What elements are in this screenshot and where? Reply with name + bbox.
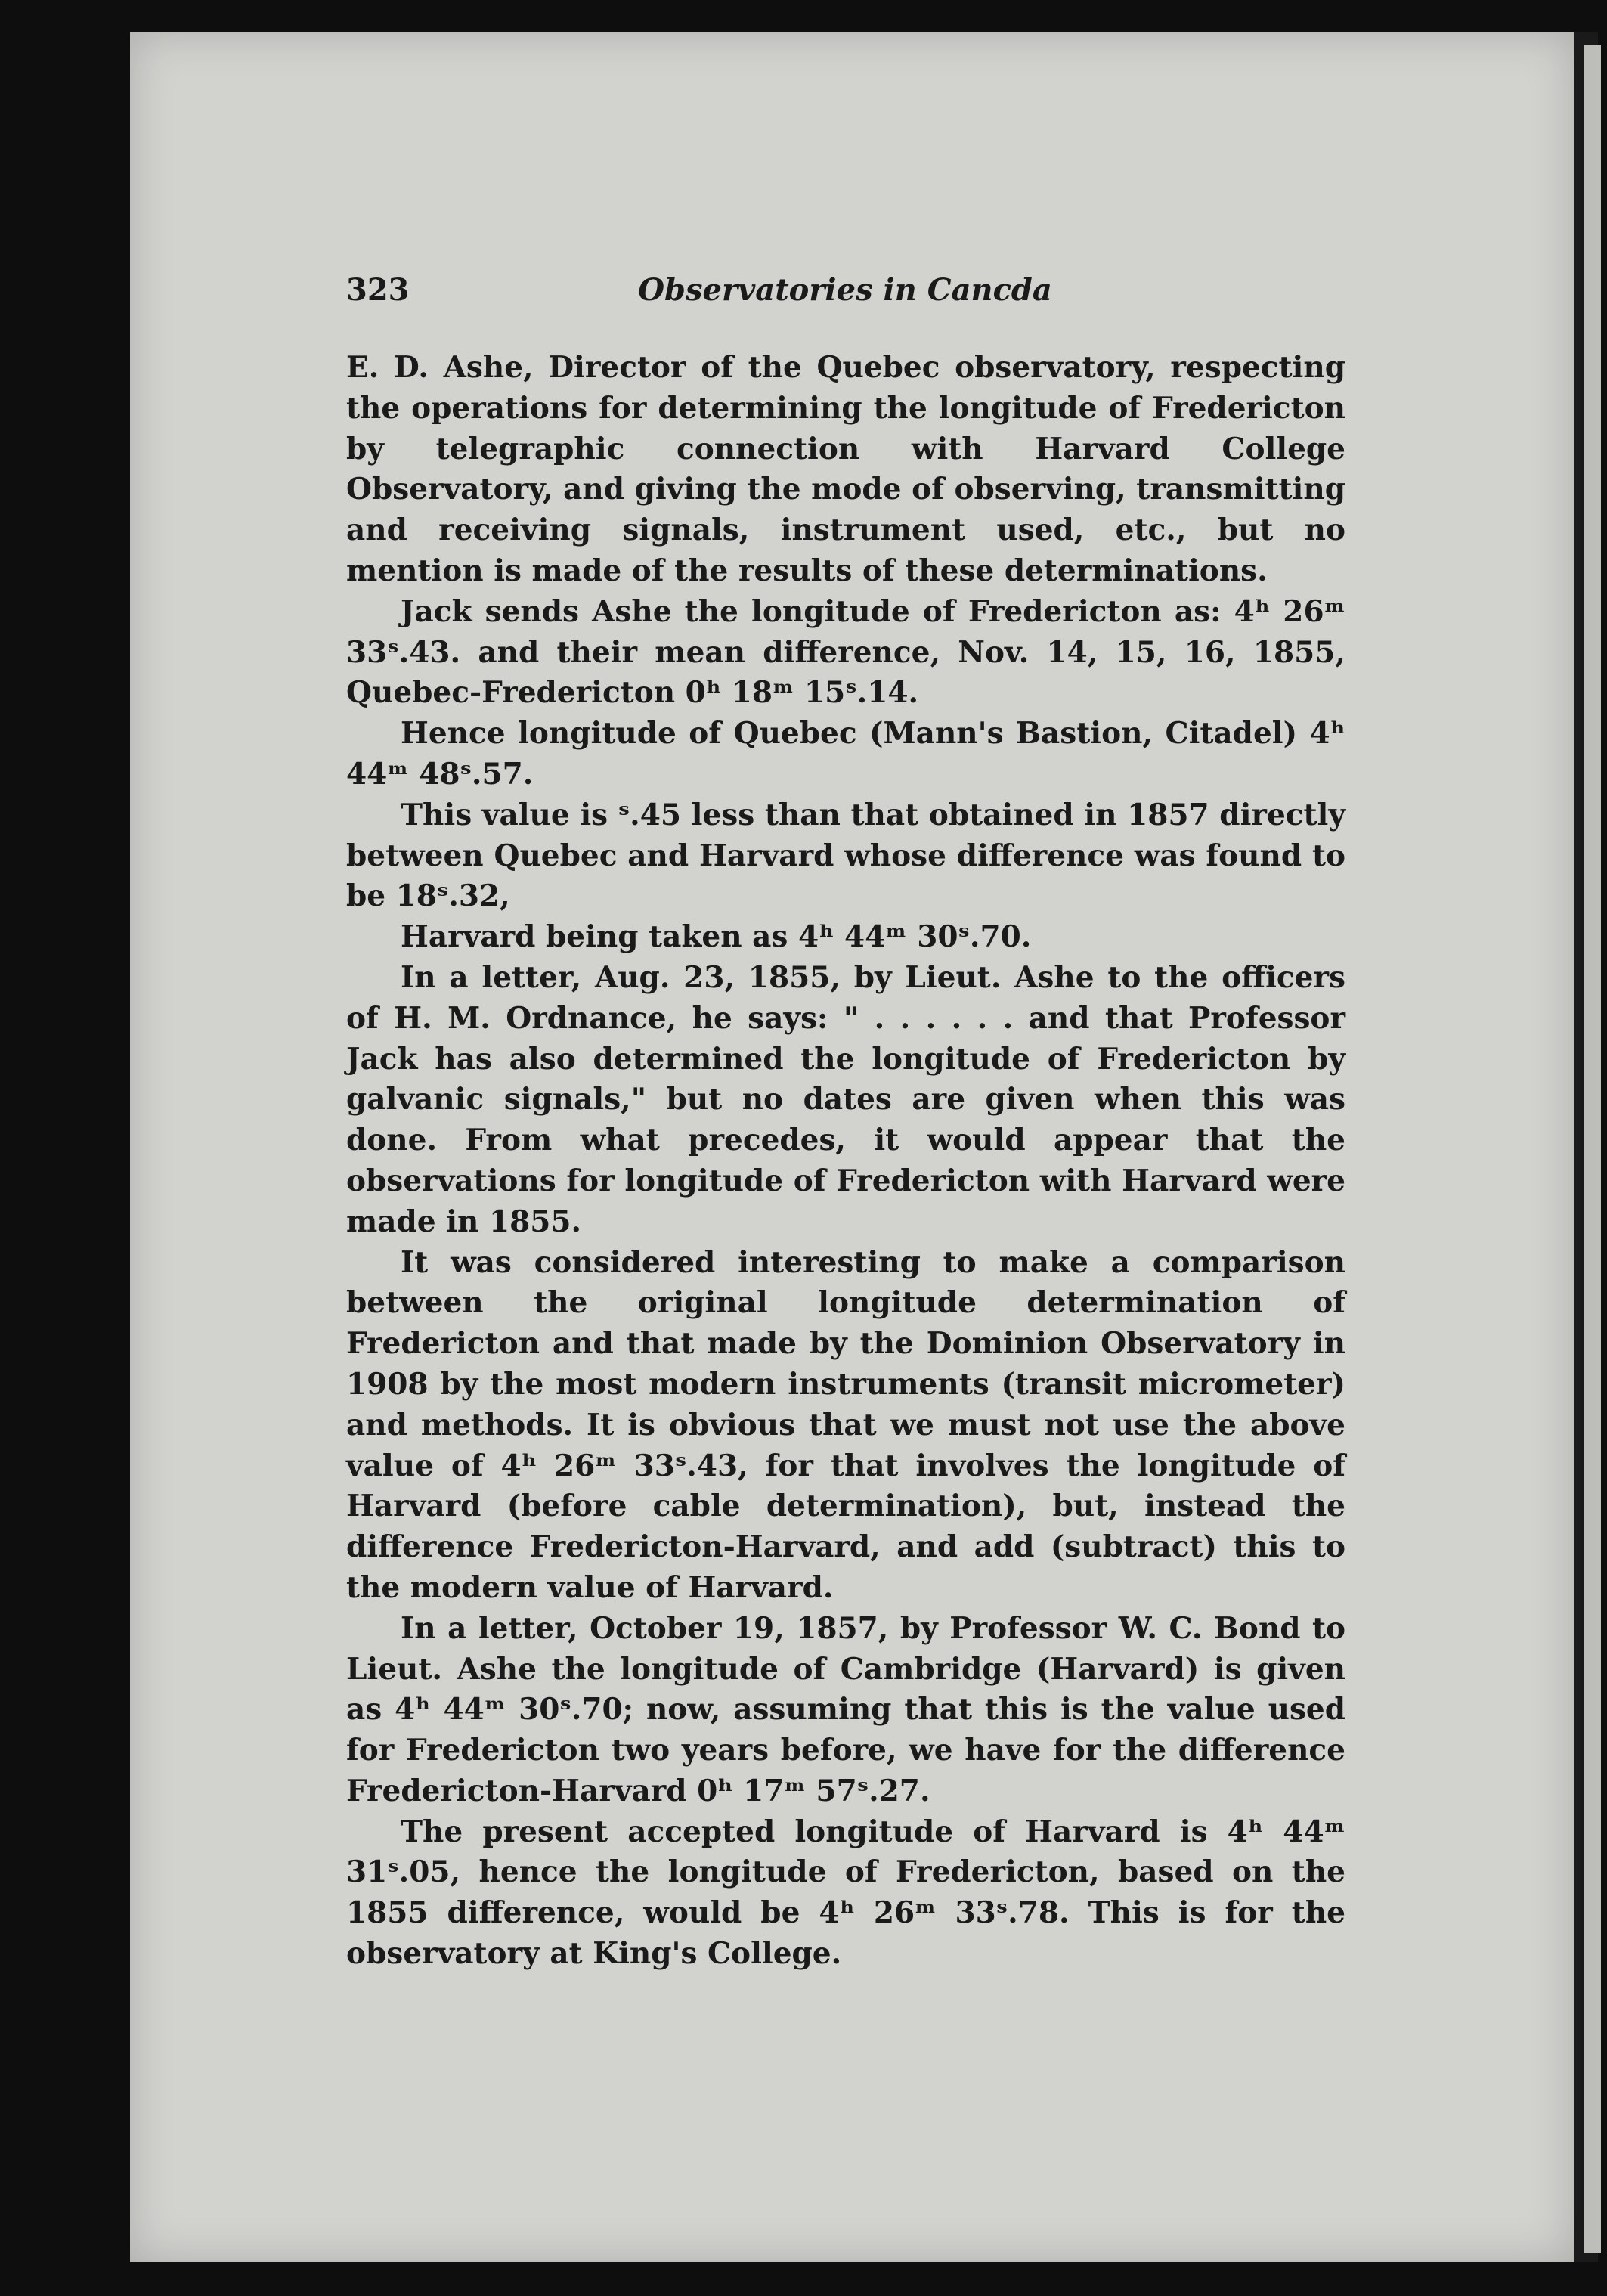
- paragraph-7: It was considered interesting to make a comparison between the original longitude determination of Fredericton and that made by the Dominion Observatory in 1908 by the most modern instruments (transit micrometer) and methods. It is obvious that we must not use the above value of 4ʰ 26ᵐ 33ˢ.43, for that involves the longitude of Harvard (before cable determination), but, instead the difference Fredericton-Harvard, and add (subtract) this to the modern value of Harvard.: [346, 1244, 1345, 1605]
- paragraph-2: Jack sends Ashe the longitude of Fredericton as: 4ʰ 26ᵐ 33ˢ.43. and their mean difference, Nov. 14, 15, 16, 1855, Quebec-Fredericton 0ʰ 18ᵐ 15ˢ.14.: [346, 593, 1345, 711]
- paragraph-4: This value is ˢ.45 less than that obtained in 1857 directly between Quebec and Harvard whose difference was found to be 18ˢ.32,: [346, 797, 1345, 914]
- paragraph-1: E. D. Ashe, Director of the Quebec observatory, respecting the operations for determining the longitude of Fredericton by telegraphic connection with Harvard College Observatory, and giving the mode of observing, transmitting and receiving signals, instrument used, etc., but no mention is made of the results of these determinations.: [346, 350, 1346, 588]
- facing-page-strip: [1584, 45, 1601, 2253]
- paragraph-3: Hence longitude of Quebec (Mann's Bastion, Citadel) 4ʰ 44ᵐ 48ˢ.57.: [346, 716, 1345, 792]
- page-number: 323: [346, 272, 410, 308]
- paragraph-8: In a letter, October 19, 1857, by Professor W. C. Bond to Lieut. Ashe the longitude of Cambridge (Harvard) is given as 4ʰ 44ᵐ 30ˢ.70; now, assuming that this is the value used for Fredericton two years before, we have for the difference Fredericton-Harvard 0ʰ 17ᵐ 57ˢ.27.: [346, 1610, 1345, 1808]
- paragraph-5: Harvard being taken as 4ʰ 44ᵐ 30ˢ.70.: [401, 919, 1032, 955]
- body-text: [346, 348, 1345, 1975]
- paragraph-9: The present accepted longitude of Harvard is 4ʰ 44ᵐ 31ˢ.05, hence the longitude of Fredericton, based on the 1855 difference, would be 4ʰ 26ᵐ 33ˢ.78. This is for the observatory at King's College.: [346, 1814, 1345, 1972]
- running-title: Observatories in Cancda: [638, 272, 1052, 308]
- paragraph-6: In a letter, Aug. 23, 1855, by Lieut. Ashe to the officers of H. M. Ordnance, he says: " . . . . . . and that Professor Jack has also determined the longitude of Fredericton by galvanic signals," but no dates are given when this was done. From what precedes, it would appear that the observations for longitude of Fredericton with Harvard were made in 1855.: [346, 959, 1345, 1239]
- page-header: [346, 272, 1344, 318]
